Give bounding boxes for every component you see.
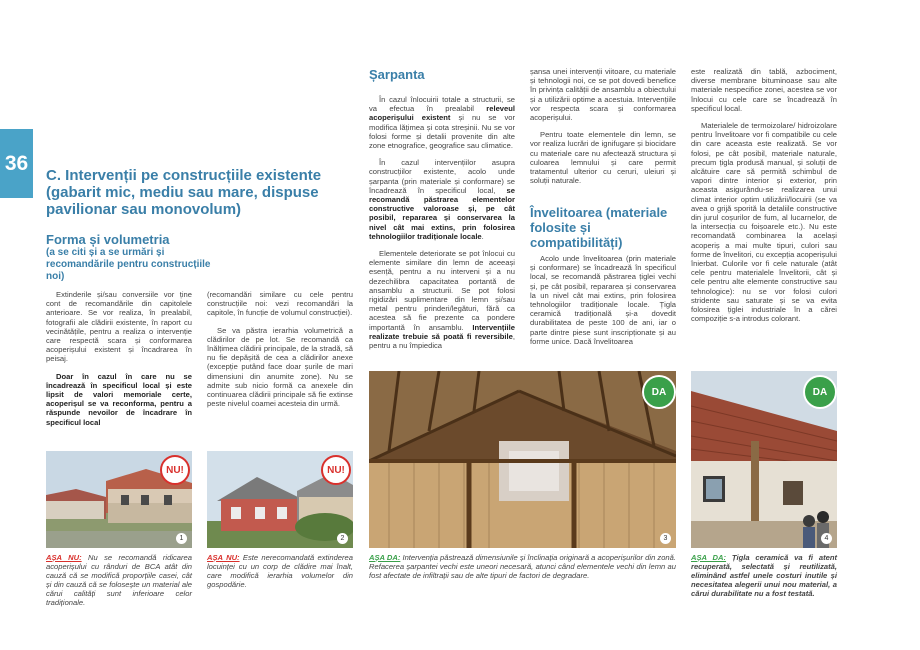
caption-1-label: AȘA NU: xyxy=(46,553,82,562)
column-3 xyxy=(369,95,515,358)
photo-2-number: 2 xyxy=(337,533,348,544)
roof-p2-text-end: . xyxy=(481,231,484,241)
photo-1-badge: NU! xyxy=(160,455,190,485)
column-5 xyxy=(691,67,837,331)
caption-3-label: AȘA DA: xyxy=(369,553,401,562)
col2-paragraph-2: Se va păstra ierarhia volumetrică a clădirilor de pe lot. Se recomandă ca înălțimea clădirii principale, de la stradă, să nu fie depășită de cea a clădirilor anexe (excepție putând face doar șurile de mari dimensiuni din anumite zone). Nu se admite sub nicio formă ca anexele din continuarea clădirii principale să fie extinse peste nivelul coamei acesteia din urmă. xyxy=(207,325,353,409)
col1-paragraph-2: Doar în cazul în care nu se încadrează în specificul local și este lipsit de valori memoriale certe, acoperișul se va reconforma, pentru a răspunde nevoilor de încadrare în specificul local xyxy=(46,371,192,427)
column-4 xyxy=(530,67,676,193)
main-title: C. Intervenții pe construcțiile existente (gabarit mic, mediu sau mare, dispuse pavilionar sau monovolum) xyxy=(46,167,322,218)
photo-4-number: 4 xyxy=(821,533,832,544)
caption-2 xyxy=(207,553,353,589)
col4-paragraph-1: șansa unei intervenții viitoare, cu materiale și tehnologii noi, ce se pot dovedi benefice în privința calității de ansamblu a obiectului și a utilizării optime a acestuia. Intervențiile vor respecta scara și conformarea acoperișului. xyxy=(530,67,676,123)
caption-4 xyxy=(691,553,837,598)
form-section-title: Forma și volumetria xyxy=(46,232,170,247)
photo-3-image xyxy=(369,371,676,548)
roof-paragraph-1 xyxy=(369,95,515,150)
caption-2-label: AȘA NU: xyxy=(207,553,240,562)
form-section-heading xyxy=(46,233,216,283)
col5-paragraph-2: Materialele de termoizolare/ hidroizolare pentru învelitoare vor fi compatibile cu cele din care aceasta este realizată. Se vor folosi, pe cât posibil, materiale naturale, precum țigla produsă manual, și soluții de alcătuire care să permită schimbul de vapori dintre interior și exterior, prin aceasta asigurându-se realizarea unui climat interior optim utilizării/locuirii (se va avea o grijă sporită la detaliile constructive din jurul coșurilor de fum, al lucarnelor, de la intersecția cu foișoarele etc.). Nu este recomandată combinarea la același acoperiș a mai multe tipuri, culori sau forme de învelitori, cu excepția acoperișului înierbat. Culorile vor fi cele naturale (atât cele pentru materialele învelitorii, cât și cele pentru alte elemente constructive sau tehnologice): nu se vor folosi culori stridente sau saturate și se va evita folosirea țiglei industriale în a cărei compoziție s-a introdus colorant. xyxy=(691,121,837,324)
caption-3 xyxy=(369,553,676,580)
col4-paragraph-2: Pentru toate elementele din lemn, se vor realiza lucrări de ignifugare și biocidare cu materiale care nu afectează structura și culoarea lemnului și care permit tratamentul ulterior cu ceruri, uleiuri și soluții naturale. xyxy=(530,130,676,186)
roof-section-title: Șarpanta xyxy=(369,67,425,82)
photo-2 xyxy=(207,451,353,548)
roof-p1-text: În cazul înlocuirii totale a structurii, se va efectua în prealabil xyxy=(369,95,515,114)
roof-p3-text-end: , pentru a nu împiedica xyxy=(369,331,515,351)
caption-4-text: Țigla ceramică va fi atent recuperată, selectată și reutilizată, eliminând astfel unele costuri inutile și necesitatea alegerii unui nou material, a cărui durabilitate nu a fost testată. xyxy=(691,553,837,598)
photo-4 xyxy=(691,371,837,548)
page-number-tab xyxy=(0,129,33,198)
photo-1 xyxy=(46,451,192,548)
roof-p2-bold: se recomandă păstrarea elementelor constructive valoroase și, pe cât posibil, repararea și conservarea la nivel cât mai extins, prin folosirea tehnologiilor tradiționale locale xyxy=(369,185,515,241)
cover-paragraph-1: Acolo unde învelitoarea (prin materiale și conformare) se încadrează în specificul local, se recomandă păstrarea țiglei vechi și, pe cât posibil, repararea și conservarea la un nivel cât mai extins, prin folosirea tehnologiilor tradiționale locale. Țigla ceramică tradițională și-a dovedit durabilitatea de peste 100 de ani, iar o parte dintre piese sunt inscripționate și au forme unice. Dacă învelitoarea xyxy=(530,254,676,346)
roof-p1-bold: releveul acoperișului existent xyxy=(369,104,515,123)
photo-3 xyxy=(369,371,676,548)
caption-2-text: Este nerecomandată extinderea locuinței cu un corp de clădire mai înalt, care modifică ierarhia volumelor din gospodărie. xyxy=(207,553,353,589)
cover-column xyxy=(530,254,676,354)
caption-1-text: Nu se recomandă ridicarea acoperișului cu rânduri de BCA atât din cauză că se modifică proporțiile casei, cât și din cauză că se folosește un material ale cărui calități sunt inferioare celor tradiționale. xyxy=(46,553,193,607)
caption-1 xyxy=(46,553,192,607)
col1-paragraph-1: Extinderile și/sau conversiile vor ține cont de recomandările din capitolele anterioare. Se vor realiza, în prealabil, fotografii ale clădirii existente, în raport cu vecinătățile, pentru a realiza o intervenție care respectă scara și conformarea acoperișului existent și încadrarea în peisaj. xyxy=(46,290,192,364)
form-section-subtitle: (a se citi și a se urmări și recomandările pentru construcțiile noi) xyxy=(46,247,211,282)
roof-p2-text: În cazul intervențiilor asupra construcțiilor existente, acolo unde șarpanta (prin materiale și conformare) se încadrează în specificul local, xyxy=(369,158,515,195)
col2-paragraph-1: (recomandări similare cu cele pentru construcțiile noi: vezi recomandări la capitole, în funcție de volumul construcției). xyxy=(207,290,353,318)
column-1 xyxy=(46,290,192,435)
roof-paragraph-2 xyxy=(369,158,515,241)
page-number: 36 xyxy=(4,151,29,175)
col5-paragraph-1: este realizată din tablă, azbociment, diverse membrane bituminoase sau alte materiale nespecifice zonei, acestea se vor înlocui cu cele care se încadrează în specificul local. xyxy=(691,67,837,113)
roof-paragraph-3 xyxy=(369,249,515,350)
column-2 xyxy=(207,290,353,416)
caption-3-text: Intervenția păstrează dimensiunile și înclinația originară a acoperișurilor din zonă. Refacerea șarpantei vechi este uneori necesară, atunci când elementele vechi din lemn au fost afectate de infiltrații sau de alte tipuri de factori de degradare. xyxy=(369,553,676,580)
roof-p3-text: Elementele deteriorate se pot înlocui cu elemente similare din lemn de aceeași esență, pentru a nu interveni și a nu dezechilibra capacitatea portantă de ansamblu a structurii. Se pot folosi rigidizări suplimentare din lemn și/sau metal pentru prinderi/legături, fără ca acestea să fie prezente ca pondere importantă în ansamblu. xyxy=(369,249,515,332)
photo-3-badge: DA xyxy=(644,377,674,407)
photo-4-badge: DA xyxy=(805,377,835,407)
roof-p1-text-end: și nu se vor modifica lățimea și cota streșinii. Nu se vor folosi forme și detalii provenite din alte zone etnografice, geografice sau climatice. xyxy=(369,113,515,151)
cover-section-title: Învelitoarea (materiale folosite și compatibilități) xyxy=(530,205,668,250)
photo-1-number: 1 xyxy=(176,533,187,544)
photo-3-number: 3 xyxy=(660,533,671,544)
roof-p3-bold: Intervențiile realizate trebuie să poată fi reversibile xyxy=(369,322,515,341)
caption-4-label: AȘA DA: xyxy=(691,553,727,562)
photo-2-badge: NU! xyxy=(321,455,351,485)
